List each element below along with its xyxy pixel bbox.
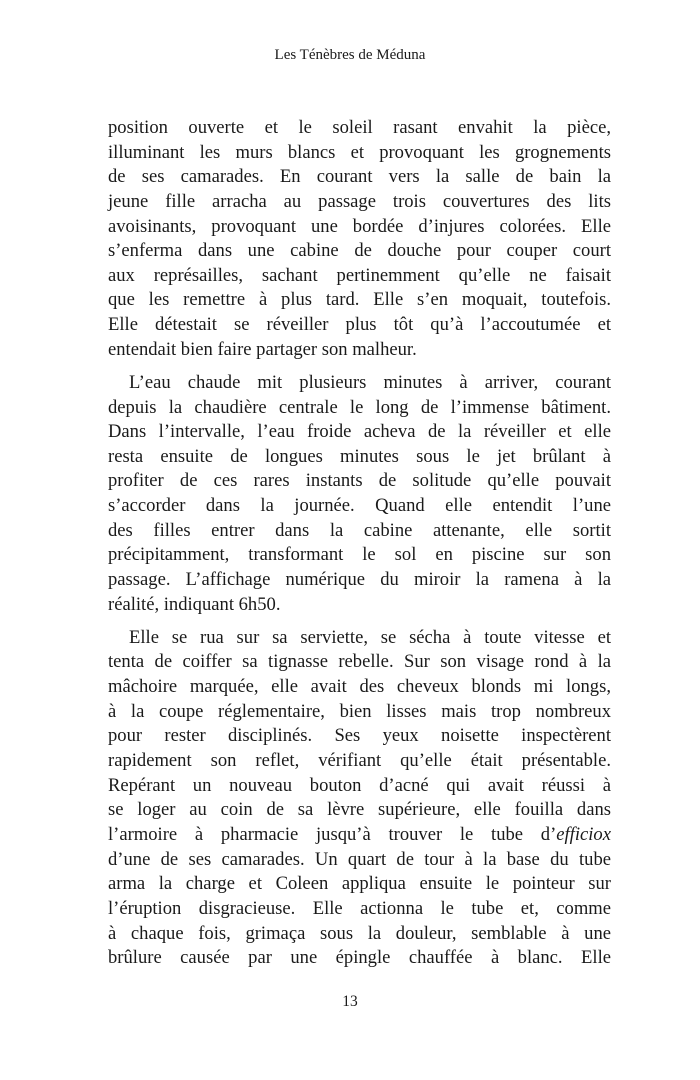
text-line: s’enferma dans une cabine de douche pour couper court: [108, 240, 611, 262]
paragraph: [108, 116, 611, 362]
text-line: Elle se rua sur sa serviette, se sécha à toute vitesse et: [129, 626, 611, 648]
text-line: s’accorder dans la journée. Quand elle entendit l’une: [108, 495, 611, 517]
text-segment: l’armoire à pharmacie jusqu’à trouver le tube d’: [108, 823, 557, 845]
text-line: profiter de ces rares instants de solitude qu’elle pouvait: [108, 470, 611, 492]
text-line: se loger au coin de sa lèvre supérieure, elle fouilla dans: [108, 799, 611, 821]
text-line: L’eau chaude mit plusieurs minutes à arriver, courant: [129, 371, 611, 393]
text-line: arma la charge et Coleen appliqua ensuite le pointeur sur: [108, 873, 611, 895]
text-line: tenta de coiffer sa tignasse rebelle. Sur son visage rond à la: [108, 651, 611, 673]
text-line: [108, 823, 611, 848]
paragraph: [108, 371, 611, 617]
text-line: depuis la chaudière centrale le long de l’immense bâtiment.: [108, 396, 611, 418]
text-line: Elle détestait se réveiller plus tôt qu’à l’accoutumée et: [108, 314, 611, 336]
text-line: brûlure causée par une épingle chauffée à blanc. Elle: [108, 947, 611, 969]
paragraph: [108, 626, 611, 971]
page-number: 13: [342, 993, 358, 1010]
text-line: pour rester disciplinés. Ses yeux noisette inspectèrent: [108, 725, 611, 747]
text-line: mâchoire marquée, elle avait des cheveux blonds mi longs,: [108, 676, 611, 698]
text-line: Dans l’intervalle, l’eau froide acheva de la réveiller et elle: [108, 421, 611, 443]
text-line: des filles entrer dans la cabine attenante, elle sortit: [108, 519, 611, 541]
text-line: Repérant un nouveau bouton d’acné qui avait réussi à: [108, 774, 611, 796]
text-line: d’une de ses camarades. Un quart de tour à la base du tube: [108, 848, 611, 870]
body-text: [108, 116, 611, 971]
running-header: Les Ténèbres de Méduna: [274, 47, 426, 63]
text-line: à la coupe réglementaire, bien lisses mais trop nombreux: [108, 700, 611, 722]
text-line: rapidement son reflet, vérifiant qu’elle était présentable.: [108, 750, 611, 772]
text-line: illuminant les murs blancs et provoquant les grognements: [108, 141, 611, 163]
text-line: resta ensuite de longues minutes sous le jet brûlant à: [108, 445, 611, 467]
italic-term: efficiox: [556, 823, 611, 845]
text-line: passage. L’affichage numérique du miroir la ramena à la: [108, 569, 611, 591]
text-line: réalité, indiquant 6h50.: [108, 593, 281, 615]
text-line: avoisinants, provoquant une bordée d’injures colorées. Elle: [108, 215, 611, 237]
text-line: aux représailles, sachant pertinemment qu’elle ne faisait: [108, 264, 611, 286]
text-line: entendait bien faire partager son malheur.: [108, 338, 417, 360]
text-line: jeune fille arracha au passage trois couvertures des lits: [108, 190, 611, 212]
text-line: l’éruption disgracieuse. Elle actionna le tube et, comme: [108, 897, 611, 919]
text-line: que les remettre à plus tard. Elle s’en moquait, toutefois.: [108, 289, 611, 311]
text-line: à chaque fois, grimaça sous la douleur, semblable à une: [108, 922, 611, 944]
text-line: de ses camarades. En courant vers la salle de bain la: [108, 166, 611, 188]
text-line: position ouverte et le soleil rasant envahit la pièce,: [108, 117, 611, 138]
text-line: précipitamment, transformant le sol en piscine sur son: [108, 544, 611, 566]
